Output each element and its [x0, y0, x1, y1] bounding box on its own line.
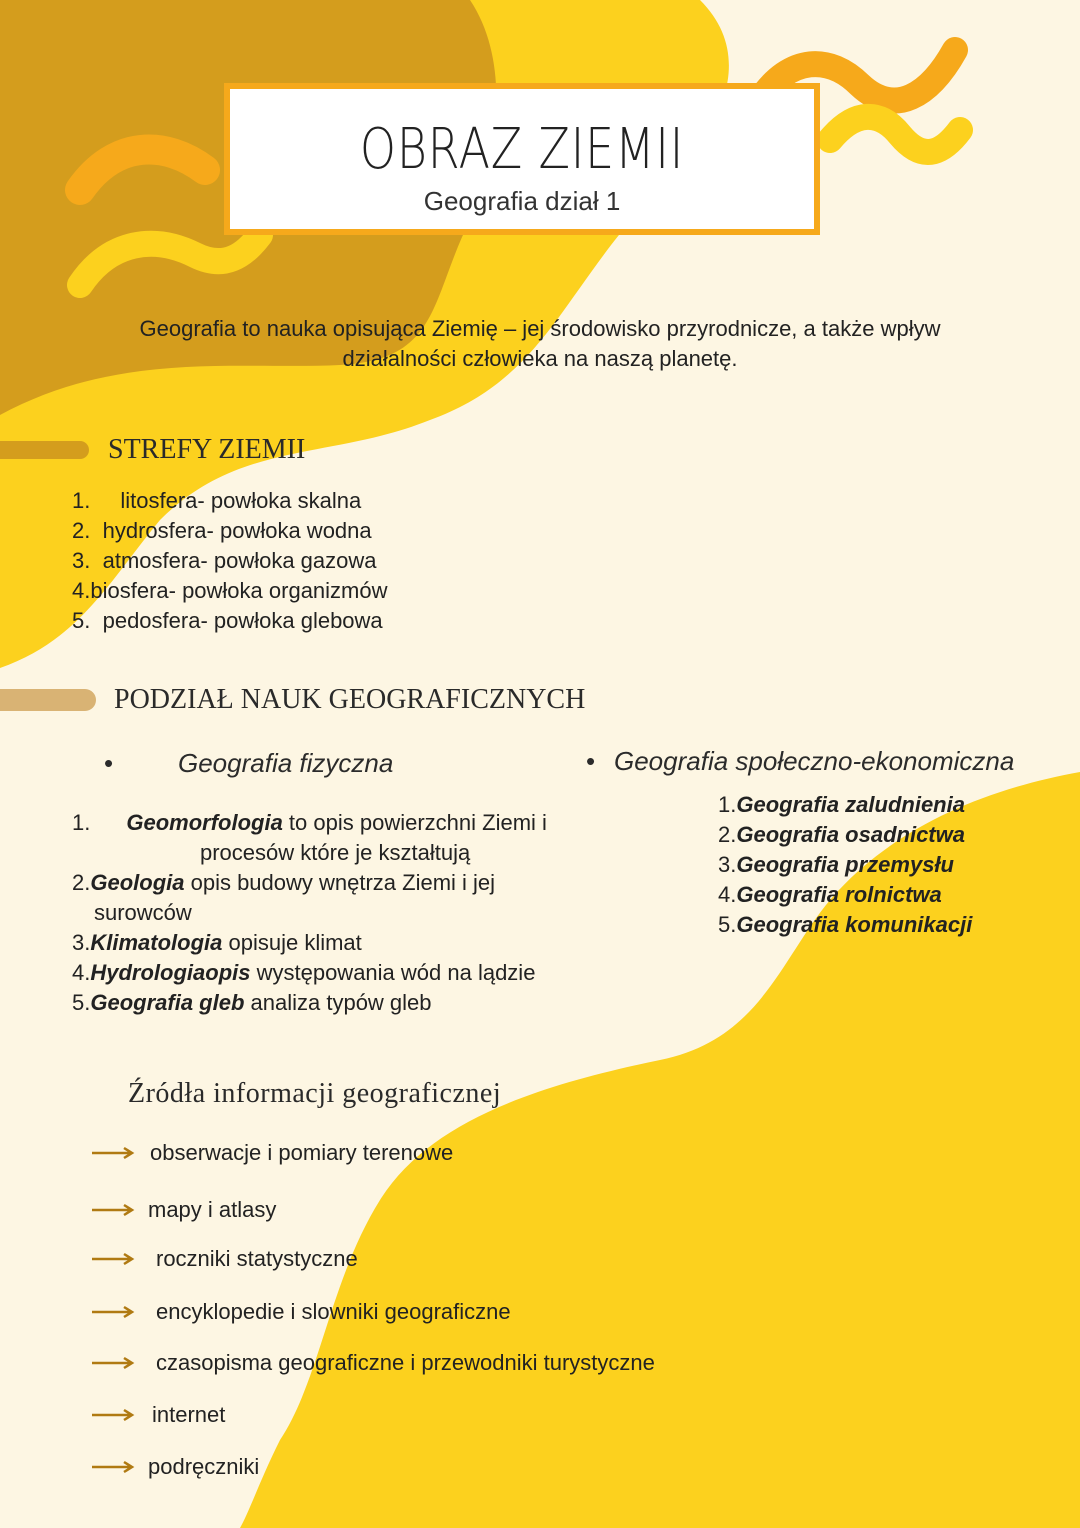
- list-item: 2.Geografia osadnictwa: [718, 822, 965, 847]
- source-item: internet: [92, 1402, 225, 1428]
- list-item: 5. pedosfera- powłoka glebowa: [72, 608, 383, 633]
- bullet-fizyczna: •: [104, 748, 114, 778]
- source-item: podręczniki: [92, 1454, 259, 1480]
- source-item: encyklopedie i slowniki geograficzne: [92, 1299, 511, 1325]
- list-item: 2.Geologia opis budowy wnętrza Ziemi i jej: [72, 870, 496, 895]
- list-item: 4.Hydrologiaopis występowania wód na lądzie: [72, 960, 536, 985]
- list-item: 5.Geografia gleb analiza typów gleb: [72, 990, 432, 1015]
- strefy-list: [72, 486, 388, 636]
- source-item: mapy i atlasy: [92, 1197, 276, 1223]
- list-item: 2. hydrosfera- powłoka wodna: [72, 518, 372, 543]
- arrow-right-icon: [92, 1146, 136, 1160]
- intro-paragraph: Geografia to nauka opisująca Ziemię – jej środowisko przyrodnicze, a także wpływ działalności człowieka na naszą planetę.: [139, 316, 941, 371]
- arrow-right-icon: [92, 1408, 136, 1422]
- arrow-right-icon: [92, 1203, 136, 1217]
- spoleczna-list: [718, 790, 972, 940]
- bullet-spoleczna: •: [586, 746, 596, 776]
- list-item: 3.Geografia przemysłu: [718, 852, 954, 877]
- podzial-heading: PODZIAŁ NAUK GEOGRAFICZNYCH: [114, 684, 586, 715]
- page-title: OBRAZ ZIEMII: [359, 117, 685, 182]
- zrodla-heading: Źródła informacji geograficznej: [128, 1078, 502, 1109]
- yellow-wave-top-right: [830, 117, 960, 152]
- arrow-right-icon: [92, 1252, 136, 1266]
- title-card: [224, 83, 820, 235]
- list-item: 1.Geografia zaludnienia: [718, 792, 965, 817]
- list-item: 3.Klimatologia opisuje klimat: [72, 930, 362, 955]
- list-item: 5.Geografia komunikacji: [718, 912, 973, 937]
- spoleczna-label: Geografia społeczno-ekonomiczna: [614, 746, 1015, 776]
- list-item-continuation: procesów które je kształtują: [200, 840, 471, 865]
- arrow-right-icon: [92, 1460, 136, 1474]
- source-item: obserwacje i pomiary terenowe: [92, 1140, 453, 1166]
- list-item: 4.biosfera- powłoka organizmów: [72, 578, 388, 603]
- strefy-heading: STREFY ZIEMII: [108, 434, 306, 465]
- arrow-right-icon: [92, 1305, 136, 1319]
- source-item: czasopisma geograficzne i przewodniki turystyczne: [92, 1350, 655, 1376]
- page-subtitle: Geografia dział 1: [423, 186, 621, 216]
- list-item-continuation: surowców: [94, 900, 192, 925]
- list-item: 4.Geografia rolnictwa: [718, 882, 942, 907]
- fizyczna-list: [72, 808, 572, 1018]
- list-item: 3. atmosfera- powłoka gazowa: [72, 548, 377, 573]
- fizyczna-label: Geografia fizyczna: [178, 748, 394, 778]
- source-item: roczniki statystyczne: [92, 1246, 358, 1272]
- arrow-right-icon: [92, 1356, 136, 1370]
- list-item: 1. Geomorfologia to opis powierzchni Ziemi i: [72, 810, 547, 835]
- list-item: 1. litosfera- powłoka skalna: [72, 488, 362, 513]
